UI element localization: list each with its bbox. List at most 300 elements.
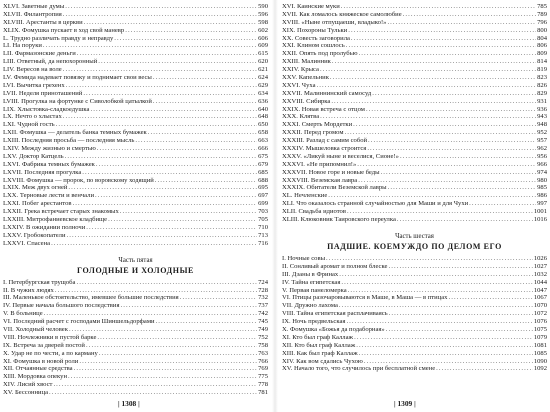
toc-entry <box>3 302 268 310</box>
toc-entry <box>3 381 268 389</box>
toc-entry <box>282 113 547 121</box>
dot-leader <box>148 129 257 137</box>
toc-entry-page: 745 <box>258 318 268 326</box>
dot-leader <box>83 90 257 98</box>
toc-entry-title: VII. Холодный человек <box>3 325 68 333</box>
toc-entry-title: XIII. Мордовка опекун <box>3 373 67 381</box>
toc-entry-page: 609 <box>258 42 268 50</box>
toc-entry-title: XI. Фомушка в новой роли <box>3 357 79 365</box>
dot-leader <box>348 287 533 295</box>
dot-leader <box>73 200 258 208</box>
toc-entry-page: 769 <box>258 365 268 373</box>
toc-entry <box>3 82 268 90</box>
toc-entry-title: II. В чужих людях <box>3 286 54 294</box>
toc-entry-page: 640 <box>258 105 268 113</box>
dot-leader <box>108 216 257 224</box>
dot-leader <box>364 358 533 366</box>
toc-entry-page: 966 <box>537 160 547 168</box>
toc-entry-title: XXVIII. Сибирка <box>282 97 331 105</box>
toc-entry <box>3 373 268 381</box>
toc-entry-page: 688 <box>258 176 268 184</box>
dot-leader <box>55 287 257 295</box>
toc-entry <box>3 177 268 185</box>
dot-leader <box>353 121 536 129</box>
toc-entry-title: LXXIV. В ожидании полночи <box>3 223 86 231</box>
toc-entry <box>3 342 268 350</box>
dot-leader <box>317 82 537 90</box>
toc-entry-page: 936 <box>537 105 547 113</box>
toc-entry-title: IV. Тайна египетская <box>282 278 341 286</box>
toc-entry <box>282 66 547 74</box>
toc-entry-title: XIX. Похороны Тульки <box>282 26 348 34</box>
dot-leader <box>49 389 257 397</box>
page-number-left: | 1308 | <box>118 399 140 408</box>
toc-entry <box>3 98 268 106</box>
toc-entry-page: 962 <box>537 145 547 153</box>
toc-entry-title: XXXVIII. Веземская лавра <box>282 176 358 184</box>
toc-entry-title: LXXI. Побег арестантов <box>3 200 72 208</box>
toc-entry <box>3 350 268 358</box>
dot-leader <box>63 113 257 121</box>
toc-entry-title: XXIII. Малинник <box>282 58 331 66</box>
dot-leader <box>436 365 533 373</box>
dot-leader <box>120 302 257 310</box>
toc-entry-title: L. Трудно различать правду и неправду <box>3 34 114 42</box>
toc-entry-page: 615 <box>258 50 268 58</box>
toc-entry <box>282 153 547 161</box>
toc-entry-page: 1081 <box>533 341 547 349</box>
toc-entry-page: 663 <box>258 137 268 145</box>
dot-leader <box>53 381 257 389</box>
dot-leader <box>372 90 536 98</box>
toc-entry-page: 606 <box>258 34 268 42</box>
toc-entry-page: 985 <box>537 184 547 192</box>
toc-entry-title: XXVII. Малиннинский самосуд <box>282 89 372 97</box>
toc-entry <box>3 224 268 232</box>
dot-leader <box>63 11 257 19</box>
toc-entry-page: 800 <box>537 26 547 34</box>
toc-entry-title: VII. Дружно лахома <box>282 302 338 310</box>
toc-entry-title: XLVII. Филантропия <box>3 10 62 18</box>
toc-entry <box>3 90 268 98</box>
page-number-right: | 1309 | <box>394 399 416 408</box>
toc-entry <box>282 129 547 137</box>
dot-leader <box>345 129 537 137</box>
toc-entry-page: 1016 <box>533 216 547 224</box>
dot-leader <box>84 19 257 27</box>
toc-entry-title: LVIII. Прогулка на фортунке с Сиволобкой цатылкой <box>3 97 152 105</box>
toc-entry-page: 716 <box>258 239 268 247</box>
toc-entry-page: 806 <box>537 42 547 50</box>
dot-leader <box>320 66 536 74</box>
toc-entry <box>3 153 268 161</box>
toc-entry-title: XXXII. Перед громом <box>282 129 344 137</box>
toc-entry <box>282 192 547 200</box>
dot-leader <box>65 3 257 11</box>
toc-entry <box>282 177 547 185</box>
toc-entry-title: LIX. Хлыстовка-сладкоедушка <box>3 105 90 113</box>
dot-leader <box>332 58 536 66</box>
part-label: Часть шестая <box>395 232 434 240</box>
toc-entry <box>3 58 268 66</box>
toc-entry-title: XLVI. Заветные думы <box>3 3 65 10</box>
toc-entry <box>3 19 268 27</box>
dot-leader <box>356 342 533 350</box>
dot-leader <box>86 342 257 350</box>
toc-entry-page: 685 <box>258 168 268 176</box>
toc-entry-title: XIV. Как вом сдались Чухою <box>282 357 363 365</box>
toc-entry-title: III. Маленькое обстоятельство, имевшее большие последствия <box>3 294 179 302</box>
dot-leader <box>400 153 536 161</box>
toc-entry-page: 766 <box>258 357 268 365</box>
toc-entry-page: 974 <box>537 168 547 176</box>
toc-entry <box>282 106 547 114</box>
toc-entry-title: LXVI. Фабрика темных бумажек <box>3 160 95 168</box>
toc-entry <box>3 240 268 248</box>
toc-entry <box>3 184 268 192</box>
dot-leader <box>326 255 533 263</box>
toc-entry-page: 957 <box>537 137 547 145</box>
toc-entry <box>282 326 547 334</box>
toc-entry-title: XVII. Как ломалось княжеское самолюбие <box>282 10 402 18</box>
dot-leader <box>97 334 257 342</box>
toc-entry-page: 629 <box>258 81 268 89</box>
toc-entry-title: V. В больнице <box>3 310 43 318</box>
toc-entry-title: XXXIV. Мышеловка строится <box>282 145 367 153</box>
toc-entry <box>3 3 268 11</box>
toc-entry-title: IV. Первые начала большого последствия <box>3 302 120 310</box>
dot-leader <box>56 121 257 129</box>
toc-entry-title: XXIV. Крыса <box>282 66 319 74</box>
toc-entry <box>282 184 547 192</box>
toc-entry <box>3 161 268 169</box>
toc-entry <box>282 271 547 279</box>
toc-entry <box>3 74 268 82</box>
toc-entry-page: 624 <box>258 74 268 82</box>
toc-entry <box>282 200 547 208</box>
toc-entry-page: 658 <box>258 129 268 137</box>
left-page <box>3 3 268 397</box>
toc-entry-title: XXXIII. Разлад с самим собой <box>282 137 368 145</box>
toc-entry <box>282 216 547 224</box>
toc-entry-page: 1047 <box>533 286 547 294</box>
toc-entry-page: 737 <box>258 302 268 310</box>
toc-entry-page: 814 <box>537 58 547 66</box>
dot-leader <box>86 224 257 232</box>
dot-leader <box>90 106 257 114</box>
toc-entry-title: LXIII. Последняя просьба — последняя мысль <box>3 137 135 145</box>
toc-entry <box>3 200 268 208</box>
dot-leader <box>44 310 257 318</box>
toc-entry-title: LXIX. Меж двух огней <box>3 184 68 192</box>
toc-entry-page: 620 <box>258 58 268 66</box>
toc-entry <box>282 98 547 106</box>
dot-leader <box>367 145 536 153</box>
dot-leader <box>51 240 257 248</box>
toc-entry-page: 636 <box>258 97 268 105</box>
part-title: ГОЛОДНЫЕ И ХОЛОДНЫЕ <box>77 265 194 275</box>
dot-leader <box>97 145 257 153</box>
dot-leader <box>346 318 532 326</box>
toc-entry-title: I. Петербургская трущоба <box>3 278 76 286</box>
toc-entry <box>3 216 268 224</box>
toc-entry <box>282 121 547 129</box>
toc-entry <box>3 129 268 137</box>
dot-leader <box>359 50 537 58</box>
toc-entry <box>3 145 268 153</box>
toc-entry-title: XVI. Каинские муки <box>282 3 340 10</box>
toc-entry-title: LV. Фемида надевает повязку и поднимает свои весы <box>3 74 152 82</box>
toc-entry <box>282 82 547 90</box>
toc-entry-page: 956 <box>537 152 547 160</box>
toc-entry-title: XLIX. Фомушка пускает в ход свой маневр <box>3 26 125 34</box>
toc-entry-title: VIII. Ночлежники в пустой барке <box>3 333 97 341</box>
dot-leader <box>320 113 536 121</box>
part-label: Часть пятая <box>118 256 153 264</box>
toc-entry <box>3 137 268 145</box>
toc-entry <box>3 326 268 334</box>
toc-entry-page: 948 <box>537 121 547 129</box>
dot-leader <box>330 74 536 82</box>
toc-entry <box>282 145 547 153</box>
dot-leader <box>397 216 533 224</box>
right-page <box>282 3 547 383</box>
toc-entry-page: 713 <box>258 231 268 239</box>
toc-entry-title: LVII. Неделя приноташений <box>3 89 83 97</box>
toc-entry-page: 648 <box>258 113 268 121</box>
dot-leader <box>66 82 257 90</box>
toc-entry-page: 695 <box>258 184 268 192</box>
toc-entry-page: 796 <box>537 18 547 26</box>
toc-entry-title: III. Дзаны в Фринах <box>282 270 339 278</box>
toc-entry-page: 785 <box>537 3 547 10</box>
toc-entry-page: 823 <box>537 74 547 82</box>
toc-entry-title: XXXVI. «Не припомнил!» <box>282 160 357 168</box>
toc-entry-title: LXXII. Грека встречает старых знакомых <box>3 208 119 216</box>
toc-entry <box>282 365 547 373</box>
dot-leader <box>389 310 533 318</box>
toc-entry-page: 1072 <box>533 310 547 318</box>
dot-leader <box>388 263 532 271</box>
dot-leader <box>153 98 257 106</box>
dot-leader <box>388 184 536 192</box>
dot-leader <box>359 350 533 358</box>
toc-entry-title: XX. Совесть заговорила <box>282 34 350 42</box>
toc-entry-title: XLI. Что оказалось странной случайностью для Маши и для Чухи <box>282 200 469 208</box>
toc-entry-title: LIV. Вересов на воле <box>3 66 62 74</box>
dot-leader <box>386 326 533 334</box>
toc-entry-title: XLIII. Клюковник Таировского переулка <box>282 216 396 224</box>
toc-entry <box>3 169 268 177</box>
toc-entry <box>3 121 268 129</box>
dot-leader <box>79 358 257 366</box>
toc-entry-title: LII. Фармазонские деньги <box>3 50 76 58</box>
toc-entry-page: 602 <box>258 26 268 34</box>
toc-entry-title: LXVIII. Фомушка — пророк, по воровскому ходящий <box>3 176 154 184</box>
toc-entry-page: 1075 <box>533 325 547 333</box>
toc-entry <box>3 310 268 318</box>
toc-entry-title: LX. Нечто о хлыстах <box>3 113 62 121</box>
toc-entry-page: 1085 <box>533 349 547 357</box>
dot-leader <box>74 365 257 373</box>
toc-entry <box>282 287 547 295</box>
dot-leader <box>368 137 536 145</box>
dot-leader <box>346 42 536 50</box>
toc-entry-title: X. Фомушка «Божья да подаборная» <box>282 325 385 333</box>
part-gap <box>3 248 268 256</box>
dot-leader <box>328 192 536 200</box>
toc-entry-page: 997 <box>537 200 547 208</box>
dot-leader <box>339 302 533 310</box>
dot-leader <box>69 326 257 334</box>
toc-entry-page: 826 <box>537 81 547 89</box>
toc-entry-page: 728 <box>258 286 268 294</box>
toc-entry <box>3 279 268 287</box>
dot-leader <box>351 35 536 43</box>
toc-entry <box>282 58 547 66</box>
toc-entry-title: LXVII. Последняя прогулка <box>3 168 82 176</box>
toc-entry-page: 1032 <box>533 270 547 278</box>
toc-entry <box>282 161 547 169</box>
toc-entry <box>3 232 268 240</box>
toc-entry <box>282 279 547 287</box>
toc-entry-title: VI. Последний расчет с господами Шиншельдорфами <box>3 318 155 326</box>
toc-entry-title: LI. На поруки <box>3 42 42 50</box>
toc-entry-page: 598 <box>258 18 268 26</box>
dot-leader <box>99 350 257 358</box>
dot-leader <box>387 19 536 27</box>
toc-entry-title: IX. Встреча за дверей постой <box>3 341 85 349</box>
toc-entry-title: LXI. Чудной гость <box>3 121 55 129</box>
toc-entry-page: 596 <box>258 10 268 18</box>
toc-entry-title: I. Ночные совы <box>282 254 325 262</box>
dot-leader <box>66 232 257 240</box>
toc-entry-page: 1070 <box>533 302 547 310</box>
toc-entry-title: XXXI. Смерть Мордетки <box>282 121 353 129</box>
toc-entry <box>282 27 547 35</box>
toc-entry <box>282 342 547 350</box>
toc-entry-title: XXXV. «Ликуй ныне и веселися, Сионе!» <box>282 152 399 160</box>
toc-entry-title: LXXV. Гробокопатели <box>3 231 66 239</box>
dot-leader <box>135 137 257 145</box>
dot-leader <box>339 271 533 279</box>
toc-entry-title: XXX. Клятва <box>282 113 320 121</box>
toc-entry-title: LXXIII. Митрофаниевское кладбище <box>3 216 108 224</box>
toc-entry-page: 819 <box>537 66 547 74</box>
toc-entry <box>282 255 547 263</box>
toc-entry-title: XV. Начало того, что случилось при бесплатной смене <box>282 365 436 373</box>
toc-entry-title: XXXVII. Новое горе и новые беды <box>282 168 380 176</box>
dot-leader <box>155 177 257 185</box>
toc-entry <box>282 35 547 43</box>
toc-entry <box>282 137 547 145</box>
part-gap <box>282 224 547 232</box>
toc-entry-page: 590 <box>258 3 268 10</box>
toc-entry-title: LXII. Фомушка — делатель банка темных бумажек <box>3 129 147 137</box>
toc-list-bottom <box>282 255 547 373</box>
toc-entry <box>282 208 547 216</box>
dot-leader <box>354 334 533 342</box>
dot-leader <box>403 11 536 19</box>
dot-leader <box>348 27 536 35</box>
dot-leader <box>331 98 536 106</box>
toc-entry-page: 705 <box>258 216 268 224</box>
dot-leader <box>153 74 257 82</box>
dot-leader <box>341 3 536 11</box>
toc-entry-title: IX. Ночь предвельская <box>282 318 346 326</box>
toc-entry-page: 679 <box>258 160 268 168</box>
toc-entry-page: 1067 <box>533 294 547 302</box>
toc-entry <box>3 287 268 295</box>
toc-entry <box>282 11 547 19</box>
toc-entry <box>3 358 268 366</box>
dot-leader <box>43 42 257 50</box>
toc-entry-page: 980 <box>537 176 547 184</box>
toc-entry-page: 778 <box>258 381 268 389</box>
dot-leader <box>120 208 257 216</box>
toc-entry-title: XXV. Капельник <box>282 74 329 82</box>
dot-leader <box>114 35 257 43</box>
dot-leader <box>156 318 258 326</box>
dot-leader <box>341 279 532 287</box>
toc-entry <box>282 302 547 310</box>
part-title: ПАДШИЕ. КОЕМУЖДО ПО ДЕЛОМ ЕГО <box>327 241 502 251</box>
toc-entry-title: XV. Бессонница <box>3 389 49 397</box>
dot-leader <box>366 106 536 114</box>
toc-entry-title: XLII. Свадьба идиотов <box>282 208 346 216</box>
toc-entry <box>282 263 547 271</box>
toc-entry <box>3 294 268 302</box>
toc-entry-page: 1090 <box>533 357 547 365</box>
toc-entry-page: 742 <box>258 310 268 318</box>
toc-entry-page: 699 <box>258 200 268 208</box>
toc-entry <box>282 19 547 27</box>
toc-entry-title: II. Сонливый аромат и полном блеске <box>282 262 388 270</box>
toc-entry-title: XIII. Как был граф Каллаж <box>282 349 358 357</box>
toc-entry-title: V. Первая панеломерка <box>282 286 347 294</box>
toc-entry-title: XLVIII. Арестанты в церкви <box>3 18 83 26</box>
toc-entry-page: 809 <box>537 50 547 58</box>
toc-entry <box>3 318 268 326</box>
toc-entry <box>282 74 547 82</box>
toc-entry-title: XXII. Опять под пролубью <box>282 50 358 58</box>
toc-entry-page: 752 <box>258 333 268 341</box>
toc-entry <box>3 66 268 74</box>
toc-entry-page: 1076 <box>533 318 547 326</box>
toc-entry-title: LXX. Терновые лести и венчали <box>3 192 94 200</box>
toc-entry-title: XXI. Клином сошлось <box>282 42 345 50</box>
toc-entry-page: 732 <box>258 294 268 302</box>
toc-entry-title: LXIV. Между жизнью и смертью <box>3 145 96 153</box>
toc-entry-title: LVI. Вычитка грехенх <box>3 81 65 89</box>
dot-leader <box>98 58 257 66</box>
toc-entry-page: 634 <box>258 89 268 97</box>
toc-entry <box>3 192 268 200</box>
toc-entry <box>3 27 268 35</box>
toc-entry-page: 1027 <box>533 262 547 270</box>
toc-entry-page: 749 <box>258 325 268 333</box>
toc-entry <box>3 42 268 50</box>
toc-entry <box>282 50 547 58</box>
toc-entry-page: 829 <box>537 89 547 97</box>
toc-entry-title: XXIX. Новая встреча с отцом <box>282 105 365 113</box>
toc-entry <box>282 350 547 358</box>
toc-list-top <box>282 3 547 224</box>
dot-leader <box>63 66 257 74</box>
toc-entry <box>282 334 547 342</box>
toc-entry-page: 986 <box>537 192 547 200</box>
toc-entry-page: 703 <box>258 208 268 216</box>
